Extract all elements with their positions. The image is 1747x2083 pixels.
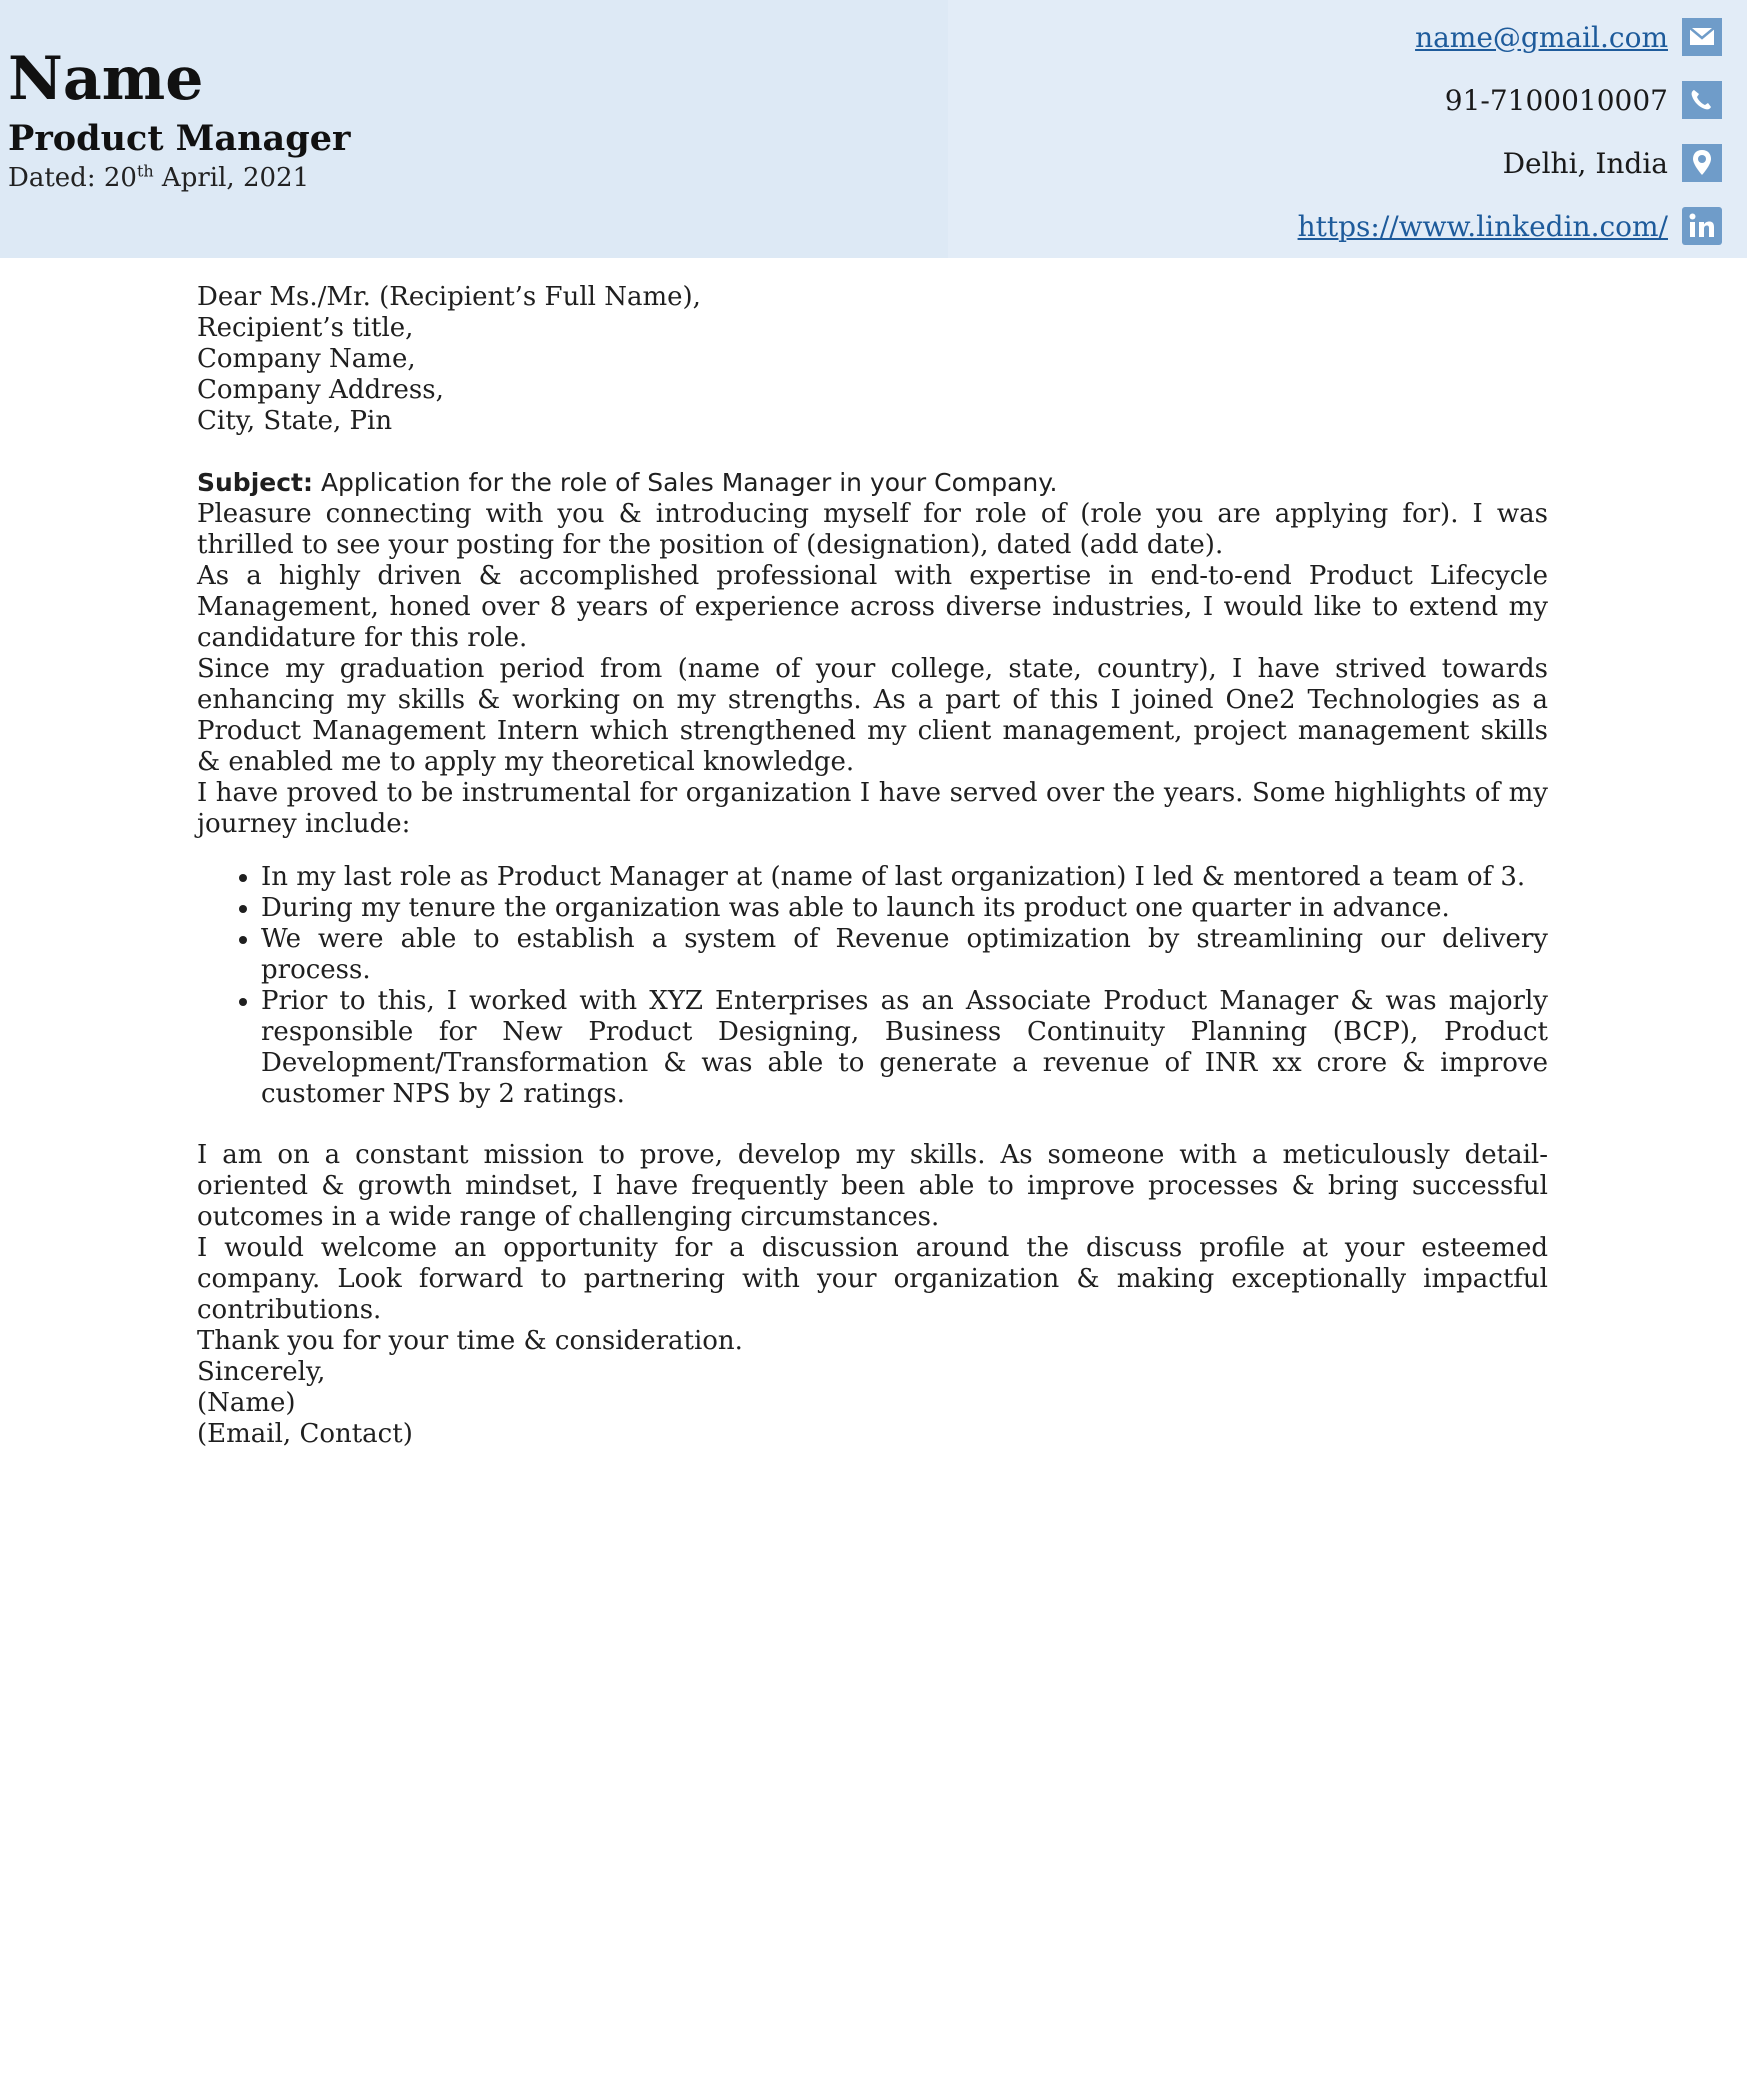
phone-icon [1682, 81, 1722, 119]
highlight-item: • We were able to establish a system of Revenue optimization by streamlining our delivery process. [261, 924, 1548, 986]
linkedin-link[interactable]: https://www.linkedin.com/ [1297, 209, 1668, 243]
applicant-title: Product Manager [8, 118, 351, 159]
contact-linkedin [1298, 205, 1722, 247]
contact-phone [1445, 79, 1722, 121]
letter-body [197, 282, 1548, 1450]
signoff-line: (Name) [197, 1388, 296, 1418]
signoff-line: Sincerely, [197, 1357, 326, 1387]
date-prefix: Dated: 20 [8, 163, 137, 193]
envelope-icon [1682, 18, 1722, 56]
contact-email [1415, 16, 1722, 58]
email-link[interactable]: name@gmail.com [1415, 20, 1668, 54]
signoff-line: (Email, Contact) [197, 1419, 413, 1449]
recipient-block [197, 282, 1548, 437]
body-paragraph: Pleasure connecting with you & introducing myself for role of (role you are applying for). I was thrilled to see your posting for the position of (designation), dated (add date). [197, 499, 1548, 560]
location-text: Delhi, India [1502, 146, 1668, 180]
closing-paragraph: I would welcome an opportunity for a discussion around the discuss profile at your esteemed company. Look forward to partnering with your organization & making exceptionally impactful contributions. [197, 1233, 1548, 1325]
recipient-line: Company Address, [197, 375, 444, 405]
body-paragraph: I have proved to be instrumental for organization I have served over the years. Some highlights of my journey include: [197, 778, 1548, 839]
phone-number: 91-7100010007 [1444, 83, 1668, 117]
recipient-line: Company Name, [197, 344, 416, 374]
header-band [0, 0, 1747, 258]
applicant-name: Name [8, 44, 204, 114]
recipient-line: Dear Ms./Mr. (Recipient’s Full Name), [197, 282, 701, 312]
recipient-line: City, State, Pin [197, 406, 393, 436]
linkedin-icon [1682, 207, 1722, 245]
date-rest: April, 2021 [153, 163, 310, 193]
body-paragraph: As a highly driven & accomplished professional with expertise in end-to-end Product Lifecycle Management, honed over 8 years of experience across diverse industries, I would like to extend my candidature for this role. [197, 561, 1548, 653]
highlight-item: • During my tenure the organization was able to launch its product one quarter in advance. [261, 893, 1548, 924]
highlight-item: • In my last role as Product Manager at (name of last organization) I led & mentored a team of 3. [261, 862, 1548, 893]
closing-paragraph: I am on a constant mission to prove, develop my skills. As someone with a meticulously detail-oriented & growth mindset, I have frequently been able to improve processes & bring successful outcomes in a wide range of challenging circumstances. [197, 1140, 1548, 1232]
highlight-item: • Prior to this, I worked with XYZ Enterprises as an Associate Product Manager & was majorly responsible for New Product Designing, Business Continuity Planning (BCP), Product Development/Transformation & was able to generate a revenue of INR xx crore & improve customer NPS by 2 ratings. [261, 986, 1548, 1110]
map-pin-icon [1682, 144, 1722, 182]
contact-location [1503, 142, 1722, 184]
signoff-block [197, 1357, 1548, 1450]
date-suffix-sup: th [136, 161, 154, 181]
thanks-line: Thank you for your time & consideration. [197, 1326, 743, 1356]
subject-line [197, 467, 1548, 499]
recipient-line: Recipient’s title, [197, 313, 414, 343]
subject-label: Subject: [197, 468, 313, 497]
letter-date [8, 162, 309, 194]
highlights-list [197, 862, 1548, 1110]
body-paragraph: Since my graduation period from (name of your college, state, country), I have strived towards enhancing my skills & working on my strengths. As a part of this I joined One2 Technologies as a Product Management Intern which strengthened my client management, project management skills & enabled me to apply my theoretical knowledge. [197, 654, 1548, 777]
subject-text: Application for the role of Sales Manager in your Company. [313, 468, 1058, 497]
